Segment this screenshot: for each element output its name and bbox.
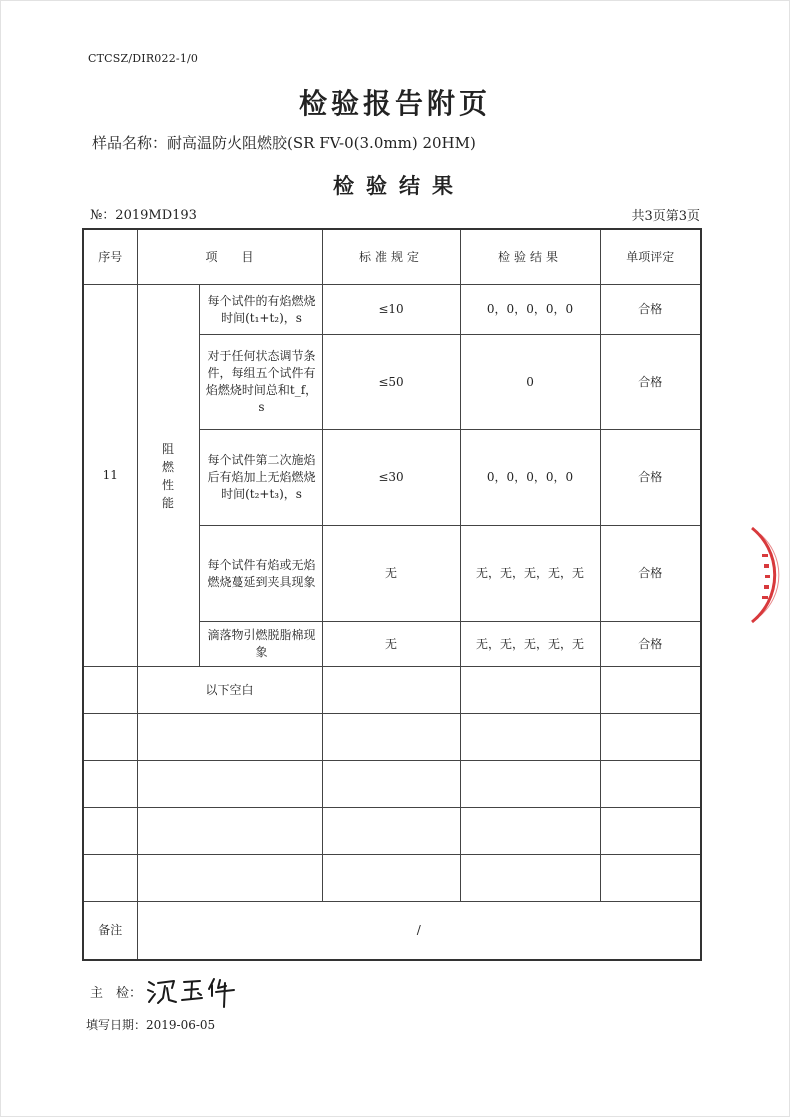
result-value: 0: [460, 335, 600, 430]
standard-value: 无: [322, 526, 460, 622]
empty-cell: [460, 667, 600, 714]
test-item: 每个试件的有焰燃烧时间(t₁+t₂)，s: [199, 285, 322, 335]
empty-cell: [137, 761, 322, 808]
empty-cell: [322, 714, 460, 761]
empty-cell: [322, 667, 460, 714]
empty-cell: [600, 714, 701, 761]
table-header-row: [83, 229, 701, 285]
empty-cell: [600, 808, 701, 855]
remarks-row: [83, 902, 701, 960]
page-title: 检验报告附页: [298, 87, 491, 120]
blank-note: 以下空白: [137, 667, 322, 714]
header-no: 序号: [83, 229, 137, 285]
judgement-value: 合格: [600, 526, 701, 622]
inspector-signature: [146, 974, 246, 1008]
remarks-label: 备注: [83, 902, 137, 960]
judgement-value: 合格: [600, 335, 701, 430]
empty-cell: [83, 667, 137, 714]
empty-cell: [83, 808, 137, 855]
judgement-value: 合格: [600, 430, 701, 526]
standard-value: ≤30: [322, 430, 460, 526]
blank-note-row: [83, 667, 701, 714]
empty-cell: [600, 667, 701, 714]
header-standard: 标准规定: [322, 229, 460, 285]
test-item: 对于任何状态调节条件，每组五个试件有焰燃烧时间总和t_f，s: [199, 335, 322, 430]
remarks-value: /: [137, 902, 701, 960]
empty-cell: [600, 855, 701, 902]
header-result: 检验结果: [460, 229, 600, 285]
test-item: 每个试件有焰或无焰燃烧蔓延到夹具现象: [199, 526, 322, 622]
section-title: 检验结果: [333, 173, 465, 198]
red-seal-stamp: [740, 520, 790, 630]
standard-value: ≤50: [322, 335, 460, 430]
fill-date: 填写日期：2019-06-05: [86, 1018, 216, 1032]
empty-cell: [460, 761, 600, 808]
empty-row: [83, 714, 701, 761]
header-judgement: 单项评定: [600, 229, 701, 285]
header-item: 项 目: [137, 229, 322, 285]
empty-cell: [460, 808, 600, 855]
empty-cell: [322, 855, 460, 902]
empty-cell: [83, 761, 137, 808]
test-item: 每个试件第二次施焰后有焰加上无焰燃烧时间(t₂+t₃)，s: [199, 430, 322, 526]
document-code: CTCSZ/DIR022-1/0: [88, 52, 199, 65]
group-number: 11: [83, 285, 137, 667]
empty-cell: [137, 855, 322, 902]
empty-row: [83, 761, 701, 808]
empty-cell: [137, 808, 322, 855]
test-item: 滴落物引燃脱脂棉现象: [199, 622, 322, 667]
result-value: 0，0，0，0，0: [460, 285, 600, 335]
empty-cell: [137, 714, 322, 761]
group-category: [137, 285, 199, 667]
empty-cell: [460, 855, 600, 902]
judgement-value: 合格: [600, 622, 701, 667]
empty-cell: [83, 855, 137, 902]
standard-value: ≤10: [322, 285, 460, 335]
report-number: №：2019MD193: [90, 208, 197, 223]
result-value: 无，无，无，无，无: [460, 526, 600, 622]
judgement-value: 合格: [600, 285, 701, 335]
inspector-label: 主 检：: [90, 985, 143, 1001]
table-row: [83, 285, 701, 335]
result-value: 0，0，0，0，0: [460, 430, 600, 526]
inspector-row: [90, 974, 246, 1008]
results-table: [82, 228, 702, 961]
standard-value: 无: [322, 622, 460, 667]
page-count: 共3页第3页: [631, 209, 700, 224]
empty-cell: [600, 761, 701, 808]
sample-name: 样品名称：耐高温防火阻燃胶(SR FV-0(3.0mm) 20HM): [92, 134, 476, 152]
empty-cell: [322, 761, 460, 808]
category-label: 阻燃性能: [161, 441, 174, 510]
empty-row: [83, 808, 701, 855]
result-value: 无，无，无，无，无: [460, 622, 600, 667]
empty-row: [83, 855, 701, 902]
empty-cell: [322, 808, 460, 855]
empty-cell: [83, 714, 137, 761]
empty-cell: [460, 714, 600, 761]
